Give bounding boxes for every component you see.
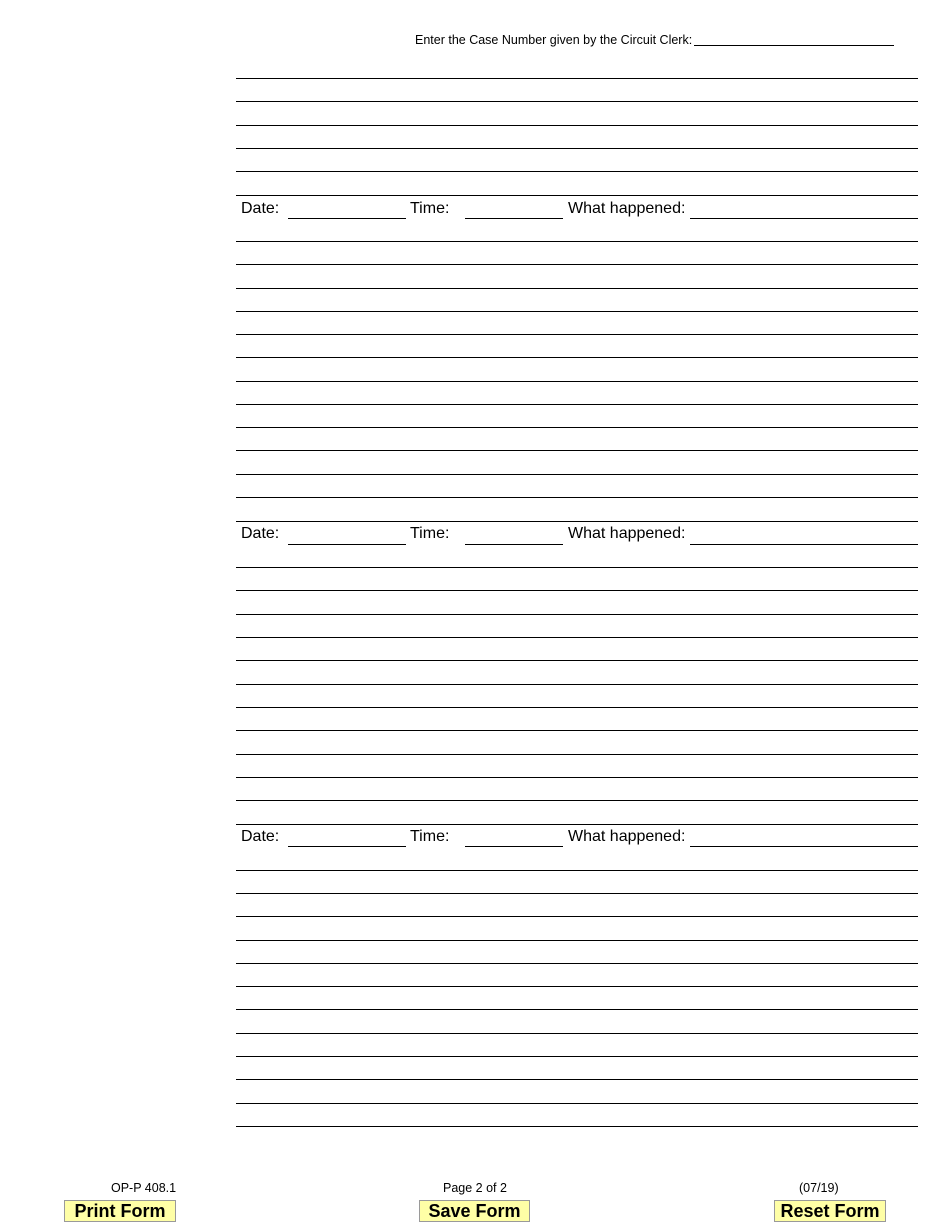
print-form-button[interactable]: Print Form — [64, 1200, 176, 1222]
writing-line[interactable] — [236, 963, 918, 964]
what-happened-field-2[interactable] — [690, 544, 918, 545]
writing-line[interactable] — [236, 800, 918, 801]
time-field-1[interactable] — [465, 218, 563, 219]
writing-line[interactable] — [236, 684, 918, 685]
time-label: Time: — [410, 200, 450, 217]
writing-line[interactable] — [236, 474, 918, 475]
writing-line[interactable] — [236, 1056, 918, 1057]
reset-form-button[interactable]: Reset Form — [774, 1200, 886, 1222]
writing-line[interactable] — [236, 311, 918, 312]
what-happened-label: What happened: — [568, 828, 686, 845]
form-id: OP-P 408.1 — [111, 1181, 177, 1195]
writing-line[interactable] — [236, 288, 918, 289]
time-field-2[interactable] — [465, 544, 563, 545]
writing-line[interactable] — [236, 171, 918, 172]
date-field-1[interactable] — [288, 218, 406, 219]
writing-line[interactable] — [236, 357, 918, 358]
save-form-button[interactable]: Save Form — [419, 1200, 530, 1222]
writing-line[interactable] — [236, 567, 918, 568]
writing-line[interactable] — [236, 125, 918, 126]
writing-line[interactable] — [236, 404, 918, 405]
writing-line[interactable] — [236, 940, 918, 941]
writing-line[interactable] — [236, 614, 918, 615]
writing-line[interactable] — [236, 101, 918, 102]
writing-line[interactable] — [236, 916, 918, 917]
writing-line[interactable] — [236, 1033, 918, 1034]
date-label: Date: — [241, 828, 280, 845]
what-happened-label: What happened: — [568, 200, 686, 217]
what-happened-field-1[interactable] — [690, 218, 918, 219]
what-happened-label: What happened: — [568, 525, 686, 542]
writing-line[interactable] — [236, 427, 918, 428]
writing-line[interactable] — [236, 870, 918, 871]
revision-date: (07/19) — [799, 1181, 839, 1195]
page-number: Page 2 of 2 — [443, 1181, 507, 1195]
writing-line[interactable] — [236, 1126, 918, 1127]
writing-line[interactable] — [236, 707, 918, 708]
writing-line[interactable] — [236, 148, 918, 149]
date-field-3[interactable] — [288, 846, 406, 847]
writing-line[interactable] — [236, 1103, 918, 1104]
what-happened-field-3[interactable] — [690, 846, 918, 847]
writing-line[interactable] — [236, 893, 918, 894]
writing-line[interactable] — [236, 730, 918, 731]
time-label: Time: — [410, 525, 450, 542]
writing-line[interactable] — [236, 521, 918, 522]
writing-line[interactable] — [236, 241, 918, 242]
writing-line[interactable] — [236, 497, 918, 498]
case-number-field[interactable] — [694, 45, 894, 46]
writing-line[interactable] — [236, 660, 918, 661]
writing-line[interactable] — [236, 334, 918, 335]
time-label: Time: — [410, 828, 450, 845]
writing-line[interactable] — [236, 78, 918, 79]
writing-line[interactable] — [236, 986, 918, 987]
writing-line[interactable] — [236, 637, 918, 638]
writing-line[interactable] — [236, 824, 918, 825]
writing-line[interactable] — [236, 264, 918, 265]
date-label: Date: — [241, 525, 280, 542]
writing-line[interactable] — [236, 754, 918, 755]
writing-line[interactable] — [236, 381, 918, 382]
case-number-label: Enter the Case Number given by the Circuit Clerk: — [415, 33, 693, 47]
date-field-2[interactable] — [288, 544, 406, 545]
writing-line[interactable] — [236, 1009, 918, 1010]
time-field-3[interactable] — [465, 846, 563, 847]
writing-line[interactable] — [236, 590, 918, 591]
writing-line[interactable] — [236, 777, 918, 778]
writing-line[interactable] — [236, 195, 918, 196]
writing-line[interactable] — [236, 450, 918, 451]
writing-line[interactable] — [236, 1079, 918, 1080]
date-label: Date: — [241, 200, 280, 217]
